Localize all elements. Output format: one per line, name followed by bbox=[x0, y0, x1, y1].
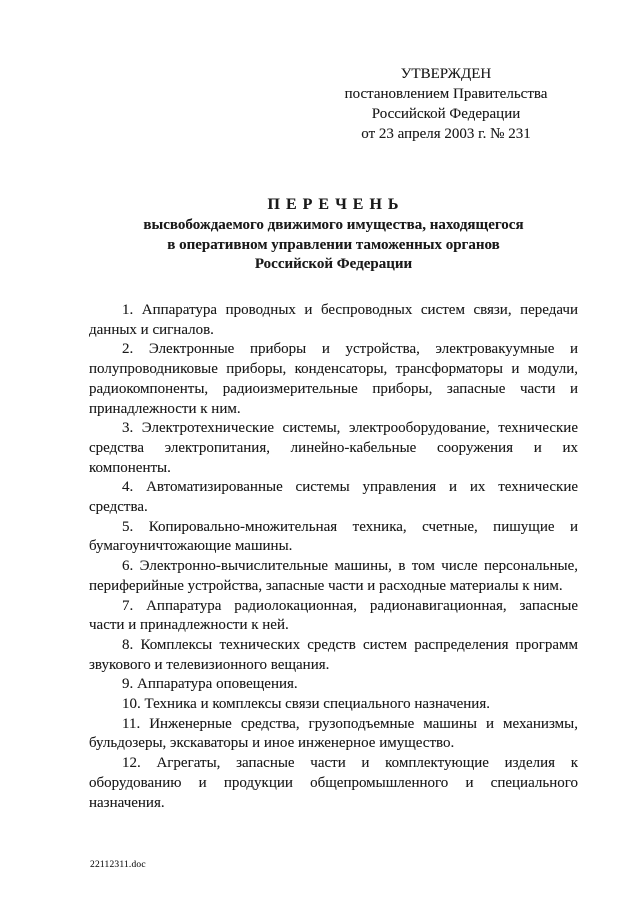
title-subtitle-line: Российской Федерации bbox=[254, 256, 413, 272]
list-item: 1. Аппаратура проводных и беспроводных систем связи, передачи данных и сигналов. bbox=[89, 302, 578, 338]
approval-block bbox=[328, 64, 564, 144]
approval-line: от 23 апреля 2003 г. № 231 bbox=[361, 126, 531, 142]
approval-line: УТВЕРЖДЕН bbox=[400, 66, 492, 82]
list-item: 12. Агрегаты, запасные части и комплектующие изделия к оборудованию и продукции общепромышленного и специального назначения. bbox=[89, 755, 578, 811]
list-item: 9. Аппаратура оповещения. bbox=[122, 676, 298, 693]
list-item: 2. Электронные приборы и устройства, электровакуумные и полупроводниковые приборы, конденсаторы, трансформаторы и модули, радиокомпоненты, радиоизмерительные приборы, запасные части и принадлежности к ним. bbox=[89, 341, 578, 417]
list-item: 8. Комплексы технических средств систем распределения программ звукового и телевизионного вещания. bbox=[89, 636, 578, 673]
title-subtitle-line: высвобождаемого движимого имущества, находящегося bbox=[143, 217, 524, 233]
list-item: 5. Копировально-множительная техника, счетные, пишущие и бумагоуничтожающие машины. bbox=[89, 518, 578, 555]
list-item: 3. Электротехнические системы, электрооборудование, технические средства электропитания, линейно-кабельные сооружения и их компоненты. bbox=[89, 420, 578, 476]
footer-filename: 22112311.doc bbox=[90, 860, 146, 870]
document-title: П Е Р Е Ч Е Н Ь bbox=[267, 196, 400, 213]
list-item: 10. Техника и комплексы связи специального назначения. bbox=[122, 696, 490, 713]
title-subtitle-line: в оперативном управлении таможенных органов bbox=[167, 236, 500, 253]
document-body bbox=[89, 301, 578, 813]
title-block bbox=[89, 193, 578, 275]
approval-line: постановлением Правительства bbox=[344, 86, 548, 102]
list-item: 11. Инженерные средства, грузоподъемные машины и механизмы, бульдозеры, экскаваторы и иное инженерное имущество. bbox=[89, 715, 578, 752]
approval-line: Российской Федерации bbox=[371, 106, 521, 122]
list-item: 4. Автоматизированные системы управления и их технические средства. bbox=[89, 479, 578, 516]
list-item: 7. Аппаратура радиолокационная, радионавигационная, запасные части и принадлежности к ней. bbox=[89, 597, 578, 634]
list-item: 6. Электронно-вычислительные машины, в том числе персональные, периферийные устройства, запасные части и расходные материалы к ним. bbox=[89, 558, 578, 594]
